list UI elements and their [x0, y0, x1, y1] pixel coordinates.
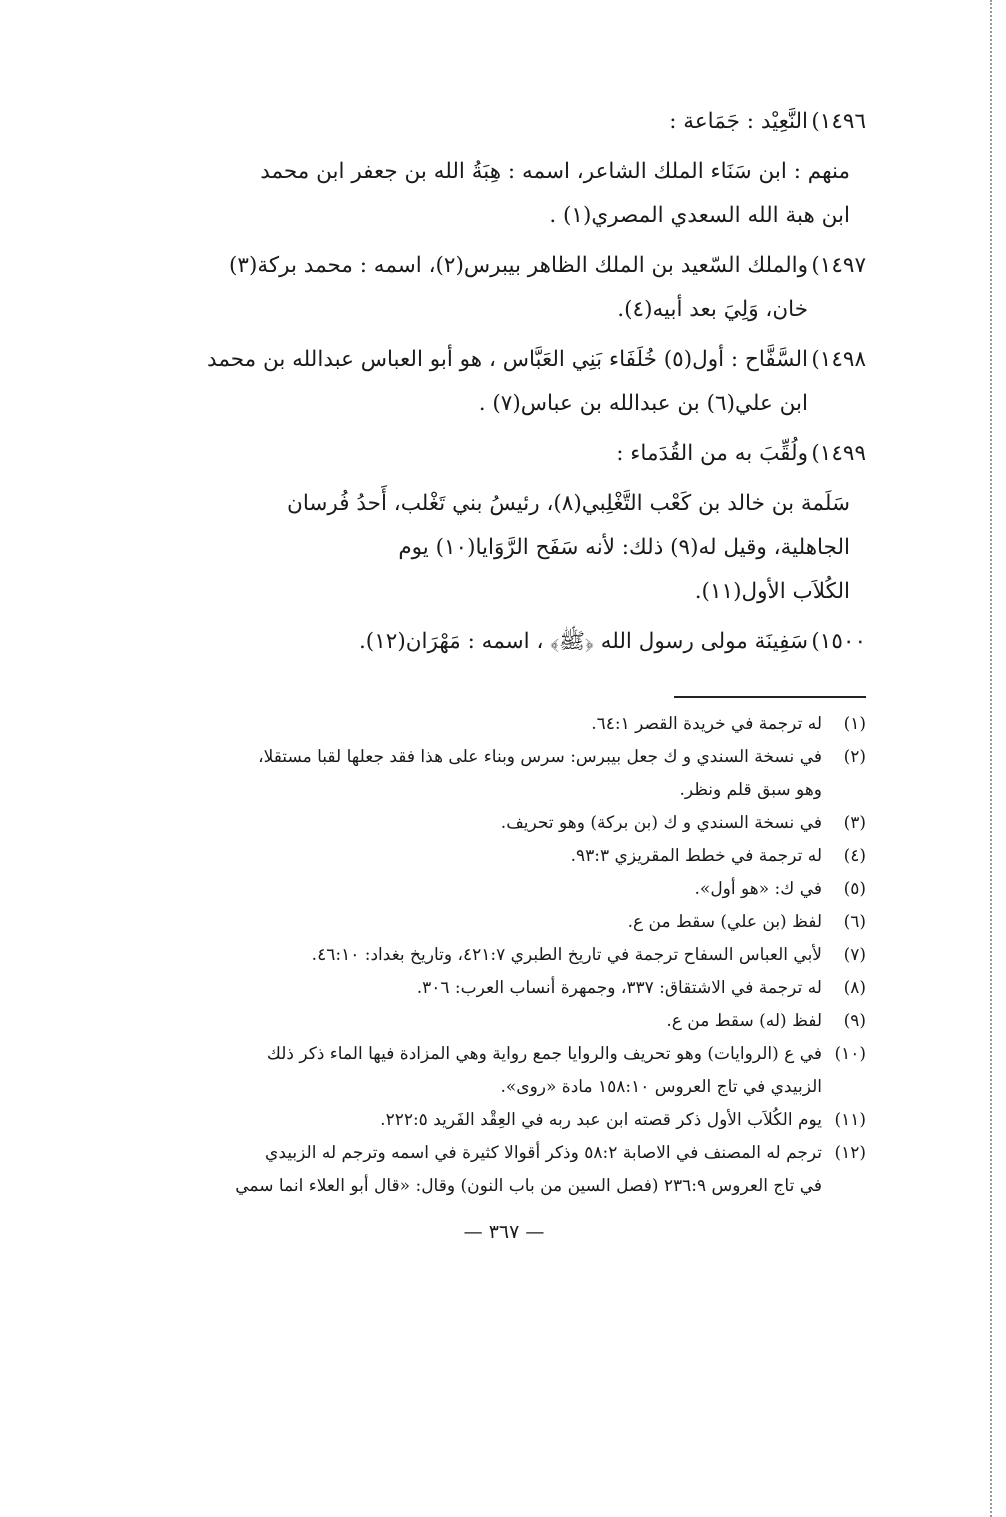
- footnote-7: [142, 939, 866, 972]
- footnote-number: (٥): [843, 879, 866, 899]
- entry-1496-body: [142, 150, 866, 238]
- footnote-line: الزبيدي في تاج العروس ١٥٨:١٠ مادة «روى».: [500, 1077, 822, 1097]
- footnote-4: [142, 840, 866, 873]
- footnote-line: له ترجمة في خريدة القصر ٦٤:١.: [591, 714, 822, 734]
- footnote-line: لفظ (له) سقط من ع.: [666, 1011, 822, 1031]
- footnote-number: (٢): [843, 747, 866, 767]
- footnote-1: [142, 708, 866, 741]
- entry-line: الكُلاَب الأول(١١).: [694, 579, 850, 604]
- footnote-12: [142, 1137, 866, 1203]
- entry-number: ١٤٩٨): [811, 347, 866, 372]
- footnote-line: لفظ (بن علي) سقط من ع.: [627, 912, 822, 932]
- footnote-line: في نسخة السندي و ك (بن بركة) وهو تحريف.: [500, 813, 822, 833]
- footnote-6: [142, 906, 866, 939]
- entry-line: السَّفَّاح : أول(٥) خُلَفَاء بَنِي العَبَّاس ، هو أبو العباس عبدالله بن محمد: [207, 347, 808, 372]
- entry-line: والملك السّعيد بن الملك الظاهر بيبرس(٢)، اسمه : محمد بركة(٣): [229, 253, 808, 278]
- entry-line: ابن هبة الله السعدي المصري(١) .: [549, 203, 850, 228]
- footnote-line: في نسخة السندي و ك جعل بيبرس: سرس وبناء على هذا فقد جعلها لقبا مستقلا،: [258, 747, 822, 767]
- page-edge-dotted-line: [990, 0, 992, 1517]
- footnote-5: [142, 873, 866, 906]
- entry-1500: [142, 620, 866, 664]
- entry-1497: [142, 244, 866, 332]
- entry-1499-body: [142, 482, 866, 614]
- footnote-11: [142, 1104, 866, 1137]
- entry-line: سَفِينَة مولى رسول الله ﴿ﷺ﴾ ، اسمه : مَهْرَان(١٢).: [358, 629, 808, 654]
- footnote-number: (٨): [843, 978, 866, 998]
- footnote-number: (٣): [843, 813, 866, 833]
- entry-line: ولُقِّبَ به من القُدَماء :: [616, 441, 808, 466]
- footnote-line: في تاج العروس ٢٣٦:٩ (فصل السين من باب النون) وقال: «قال أبو العلاء انما سمي: [235, 1176, 822, 1196]
- footnote-10: [142, 1038, 866, 1104]
- footnote-number: (١٠): [834, 1044, 866, 1064]
- footnote-9: [142, 1005, 866, 1038]
- page-number: — ٣٦٧ —: [463, 1221, 545, 1243]
- footnote-number: (٩): [843, 1011, 866, 1031]
- footnote-number: (٤): [843, 846, 866, 866]
- entry-1499: [142, 432, 866, 476]
- entry-line: سَلَمة بن خالد بن كَعْب التَّغْلِبي(٨)، رئيسُ بني تَغْلب، أَحدُ فُرسان: [287, 491, 850, 516]
- footnote-separator: [674, 696, 866, 698]
- entry-line: النَّعِيْد : جَمَاعة :: [669, 109, 808, 134]
- entry-1496: [142, 100, 866, 144]
- footnote-8: [142, 972, 866, 1005]
- footnote-number: (١١): [834, 1110, 866, 1130]
- entry-number: ١٤٩٧): [811, 253, 866, 278]
- entry-line: منهم : ابن سَنَاء الملك الشاعر، اسمه : هِبَةُ الله بن جعفر ابن محمد: [260, 159, 850, 184]
- footnote-line: يوم الكُلاَب الأول ذكر قصته ابن عبد ربه في العِقْد الفَريد ٢٢٢:٥.: [380, 1110, 822, 1130]
- footnote-line: ترجم له المصنف في الاصابة ٥٨:٢ وذكر أقوالا كثيرة في اسمه وترجم له الزبيدي: [265, 1143, 822, 1163]
- footnote-number: (٦): [843, 912, 866, 932]
- footnote-line: في ك: «هو أول».: [694, 879, 822, 899]
- footnote-line: في ع (الروايات) وهو تحريف والروايا جمع رواية وهي المزادة فيها الماء ذكر ذلك: [266, 1044, 822, 1064]
- footnote-line: وهو سبق قلم ونظر.: [679, 780, 822, 800]
- entry-number: ١٥٠٠): [811, 629, 866, 654]
- footnote-3: [142, 807, 866, 840]
- footnote-number: (١٢): [834, 1143, 866, 1163]
- footnote-line: له ترجمة في الاشتقاق: ٣٣٧، وجمهرة أنساب العرب: ٣٠٦.: [416, 978, 822, 998]
- book-page: [142, 100, 866, 1243]
- entry-number: ١٤٩٩): [811, 441, 866, 466]
- entry-1498: [142, 338, 866, 426]
- footnote-number: (٧): [843, 945, 866, 965]
- entry-line: الجاهلية، وقيل له(٩) ذلك: لأنه سَفَح الرَّوَايا(١٠) يوم: [398, 535, 850, 560]
- footnote-line: له ترجمة في خطط المقريزي ٩٣:٣.: [570, 846, 822, 866]
- entry-number: ١٤٩٦): [811, 109, 866, 134]
- footnote-2: [142, 741, 866, 807]
- entry-line: خان، وَلِيَ بعد أبيه(٤).: [617, 297, 808, 322]
- footnote-number: (١): [843, 714, 866, 734]
- footnote-line: لأبي العباس السفاح ترجمة في تاريخ الطبري ٤٢١:٧، وتاريخ بغداد: ٤٦:١٠.: [311, 945, 822, 965]
- entry-line: ابن علي(٦) بن عبدالله بن عباس(٧) .: [478, 391, 808, 416]
